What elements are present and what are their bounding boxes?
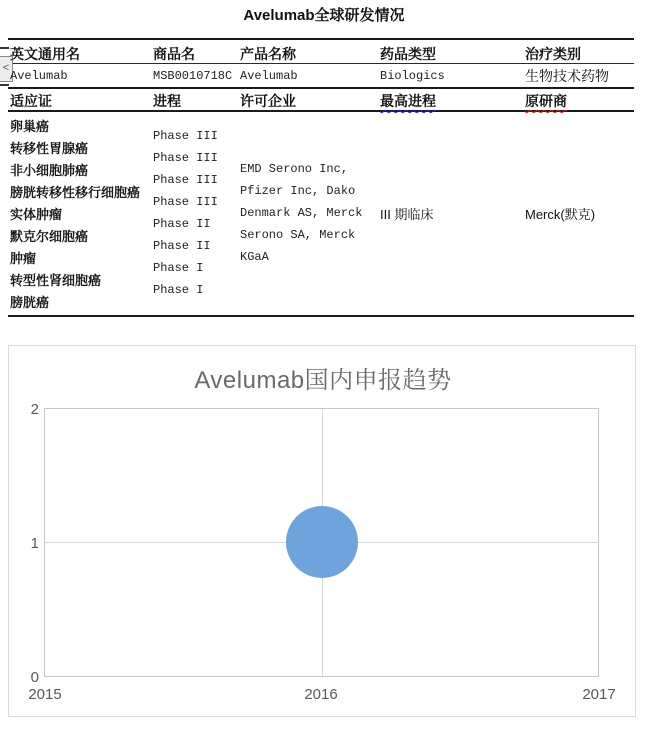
phase-item: Phase III: [153, 151, 218, 165]
table-top-border: [8, 38, 634, 40]
phase-item: Phase II: [153, 217, 211, 231]
edge-dash-top: [0, 47, 9, 49]
col-header-therapy-class: 治疗类别: [525, 46, 581, 62]
col-header-highest-phase: 最高进程: [380, 93, 436, 109]
licensee-line: EMD Serono Inc,: [240, 162, 349, 176]
indication-item: 非小细胞肺癌: [10, 163, 89, 178]
indication-item: 膀胱转移性移行细胞癌: [10, 185, 141, 200]
indication-item: 实体肿瘤: [10, 207, 63, 222]
col-header-product-name: 产品名称: [240, 46, 296, 62]
y-tick-1: 1: [30, 535, 39, 552]
licensee-line: KGaA: [240, 250, 269, 264]
phase-item: Phase I: [153, 283, 204, 297]
col-header-progress: 进程: [153, 93, 181, 109]
col-header-generic-name: 英文通用名: [10, 46, 80, 62]
table-rule-2: [8, 87, 634, 89]
chart-plot-area: [44, 408, 599, 677]
licensee-line: Denmark AS, Merck: [240, 206, 363, 220]
phase-item: Phase II: [153, 239, 211, 253]
col-header-drug-type: 药品类型: [380, 46, 436, 62]
x-tick-2015: 2015: [28, 686, 62, 703]
cell-highest-phase: III 期临床: [380, 207, 434, 222]
x-tick-2017: 2017: [582, 686, 616, 703]
x-tick-2016: 2016: [304, 686, 338, 703]
cell-therapy-class: 生物技术药物: [525, 68, 609, 84]
indication-item: 卵巢癌: [10, 119, 50, 134]
col-header-licensee: 许可企业: [240, 93, 296, 109]
chart-title: Avelumab国内申报趋势: [194, 367, 452, 394]
chart-container: [8, 345, 636, 717]
cell-originator: Merck(默克): [525, 207, 596, 222]
cell-drug-type: Biologics: [380, 69, 445, 83]
indication-item: 转型性肾细胞癌: [10, 273, 102, 288]
licensee-line: Serono SA, Merck: [240, 228, 356, 242]
data-bubble-2016[interactable]: [286, 506, 358, 578]
phase-item: Phase III: [153, 129, 218, 143]
document-title: Avelumab全球研发情况: [243, 7, 405, 24]
cell-product-name: Avelumab: [240, 69, 298, 83]
table-bottom-border: [8, 315, 634, 317]
phase-item: Phase I: [153, 261, 204, 275]
y-tick-0: 0: [30, 669, 39, 686]
phase-item: Phase III: [153, 195, 218, 209]
cell-generic-name: Avelumab: [10, 69, 68, 83]
licensee-line: Pfizer Inc, Dako: [240, 184, 356, 198]
col-header-originator: 原研商: [525, 93, 567, 109]
col-header-trade-name: 商品名: [153, 46, 195, 62]
indication-item: 转移性胃腺癌: [10, 141, 89, 156]
scroll-handle[interactable]: <: [0, 56, 13, 82]
cell-trade-name: MSB0010718C: [153, 69, 233, 83]
indication-item: 肿瘤: [10, 251, 37, 266]
y-tick-2: 2: [30, 401, 39, 418]
phase-item: Phase III: [153, 173, 218, 187]
edge-dash-bottom: [0, 84, 9, 86]
col-header-indication: 适应证: [10, 93, 52, 109]
indication-item: 默克尔细胞癌: [10, 229, 89, 244]
indication-item: 膀胱癌: [10, 295, 50, 310]
